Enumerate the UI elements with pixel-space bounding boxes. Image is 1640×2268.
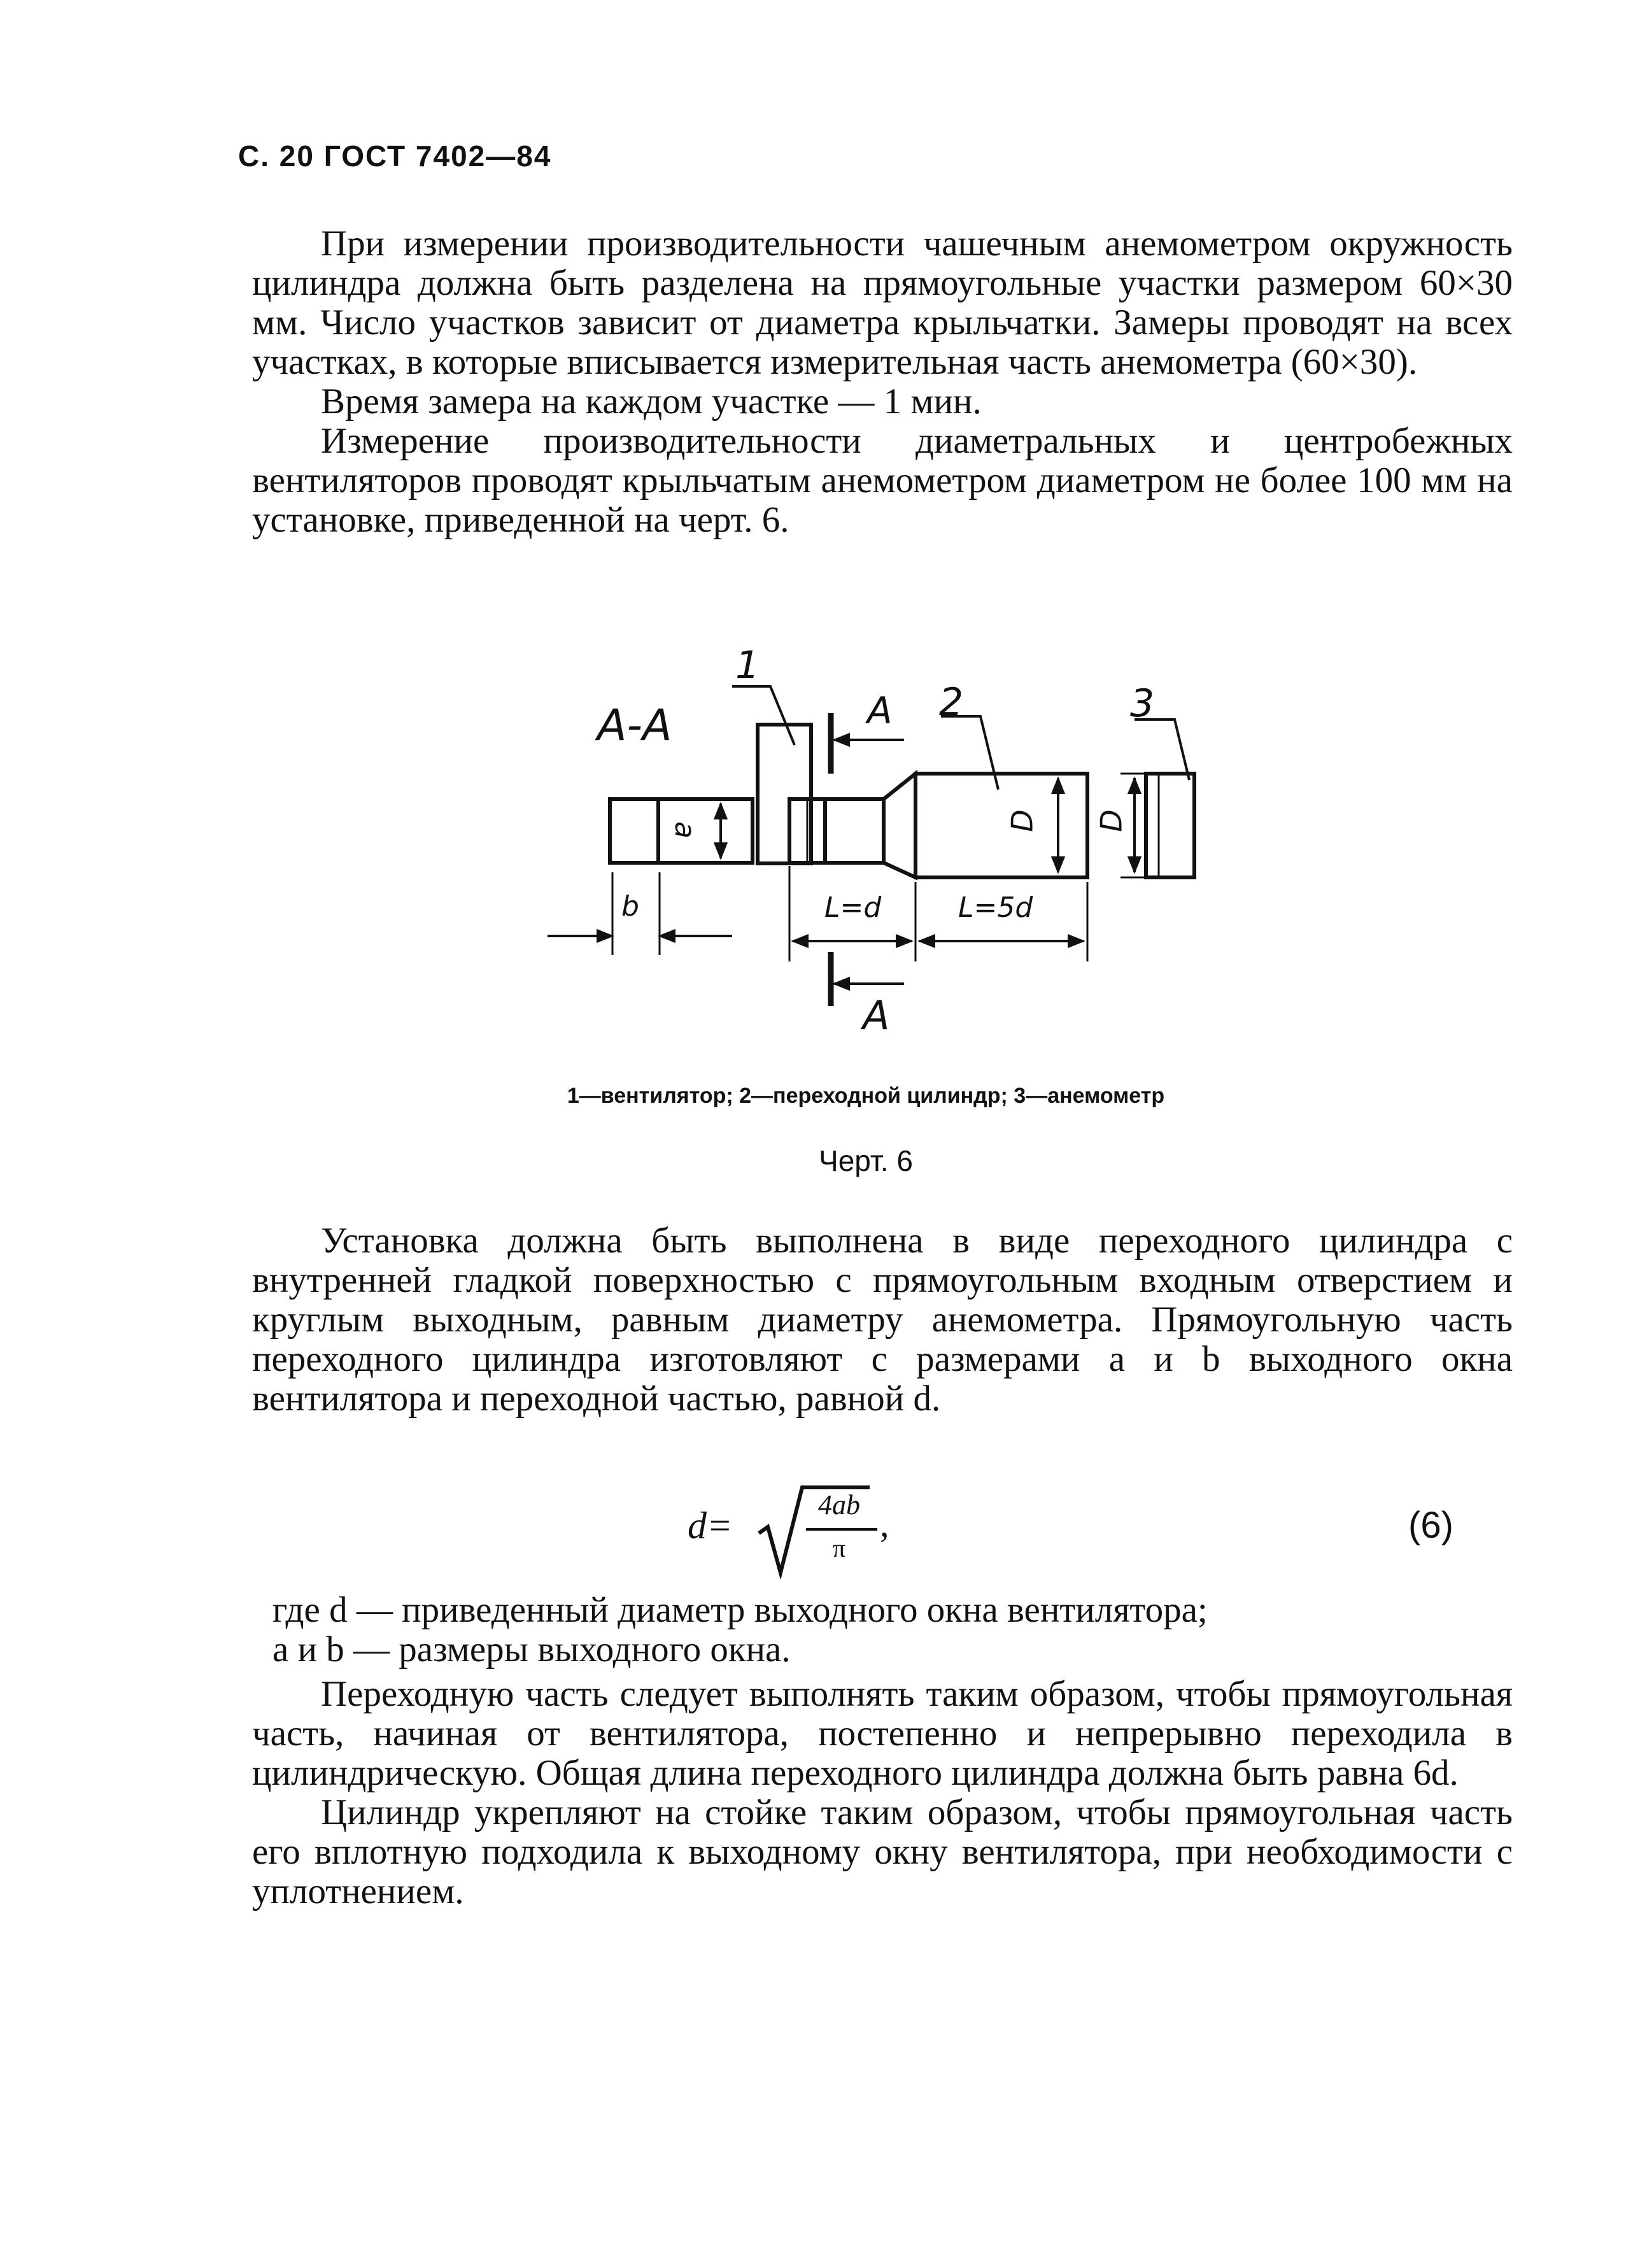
formula-denominator: π	[833, 1534, 846, 1563]
callout-1: 1	[735, 643, 760, 688]
callout-3: 3	[1130, 681, 1155, 726]
formula-comma: ,	[880, 1503, 889, 1545]
text-block-middle	[252, 1221, 1513, 1419]
paragraph: Время замера на каждом участке — 1 мин.	[321, 381, 982, 422]
definition-d: где d — приведенный диаметр выходного окна вентилятора;	[272, 1590, 1208, 1630]
figure-caption: Черт. 6	[819, 1144, 913, 1177]
text-block-bottom	[252, 1675, 1513, 1911]
anemometer-drawing	[1120, 774, 1194, 877]
formula-lhs: d=	[688, 1505, 733, 1547]
formula-numerator: 4ab	[818, 1489, 860, 1520]
paragraph: Переходную часть следует выполнять таким образом, чтобы прямоугольная часть, начиная от вентилятора, постепенно и непрерывно переходила в цилиндрическую. Общая длина переходного цилиндра должна быть равна 6d.	[252, 1674, 1513, 1793]
dim-L1-label: L=d	[824, 891, 882, 924]
dim-D-cylinder-label: D	[1005, 809, 1040, 832]
fraction-bar	[806, 1528, 877, 1531]
page-header: С. 20 ГОСТ 7402—84	[238, 139, 552, 173]
callout-2: 2	[939, 680, 964, 725]
dim-D-anemometer-label: D	[1094, 809, 1129, 832]
dim-b-label: b	[621, 890, 639, 923]
paragraph: Измерение производительности диаметральных и центробежных вентиляторов проводят крыльчатым анемометром диаметром не более 100 мм на установке, приведенной на черт. 6.	[252, 421, 1513, 540]
paragraph: При измерении производительности чашечным анемометром окружность цилиндра должна быть разделена на прямоугольные участки размером 60×30 мм. Число участков зависит от диаметра крыльчатки. Замеры проводят на всех участках, в которые вписывается измерительная часть анемометра (60×30).	[252, 223, 1513, 382]
transition-cylinder	[789, 774, 1087, 1006]
section-view	[548, 799, 753, 955]
dim-a-label: a	[668, 821, 701, 839]
section-label: А-А	[597, 700, 672, 751]
section-arrow-label-bottom: А	[863, 992, 890, 1038]
definition-ab: a и b — размеры выходного окна.	[272, 1629, 791, 1669]
fan-drawing	[758, 713, 904, 863]
section-arrow-label-top: А	[867, 689, 893, 732]
dim-L2-label: L=5d	[958, 891, 1033, 924]
definitions	[252, 1591, 1513, 1669]
paragraph: Установка должна быть выполнена в виде переходного цилиндра с внутренней гладкой поверхностью с прямоугольным входным отверстием и круглым выходным, равным диаметру анемометра. Прямоугольную часть переходного цилиндра изготовляют с размерами a и b выходного окна вентилятора и переходной частью, равной d.	[252, 1221, 1513, 1419]
formula-number: (6)	[1408, 1505, 1453, 1546]
figure-legend: 1—вентилятор; 2—переходной цилиндр; 3—анемометр	[567, 1084, 1165, 1108]
paragraph: Цилиндр укрепляют на стойке таким образом, чтобы прямоугольная часть его вплотную подходила к выходному окну вентилятора, при необходимости с уплотнением.	[252, 1792, 1513, 1911]
text-block-top	[252, 224, 1513, 540]
formula	[688, 1477, 1515, 1579]
